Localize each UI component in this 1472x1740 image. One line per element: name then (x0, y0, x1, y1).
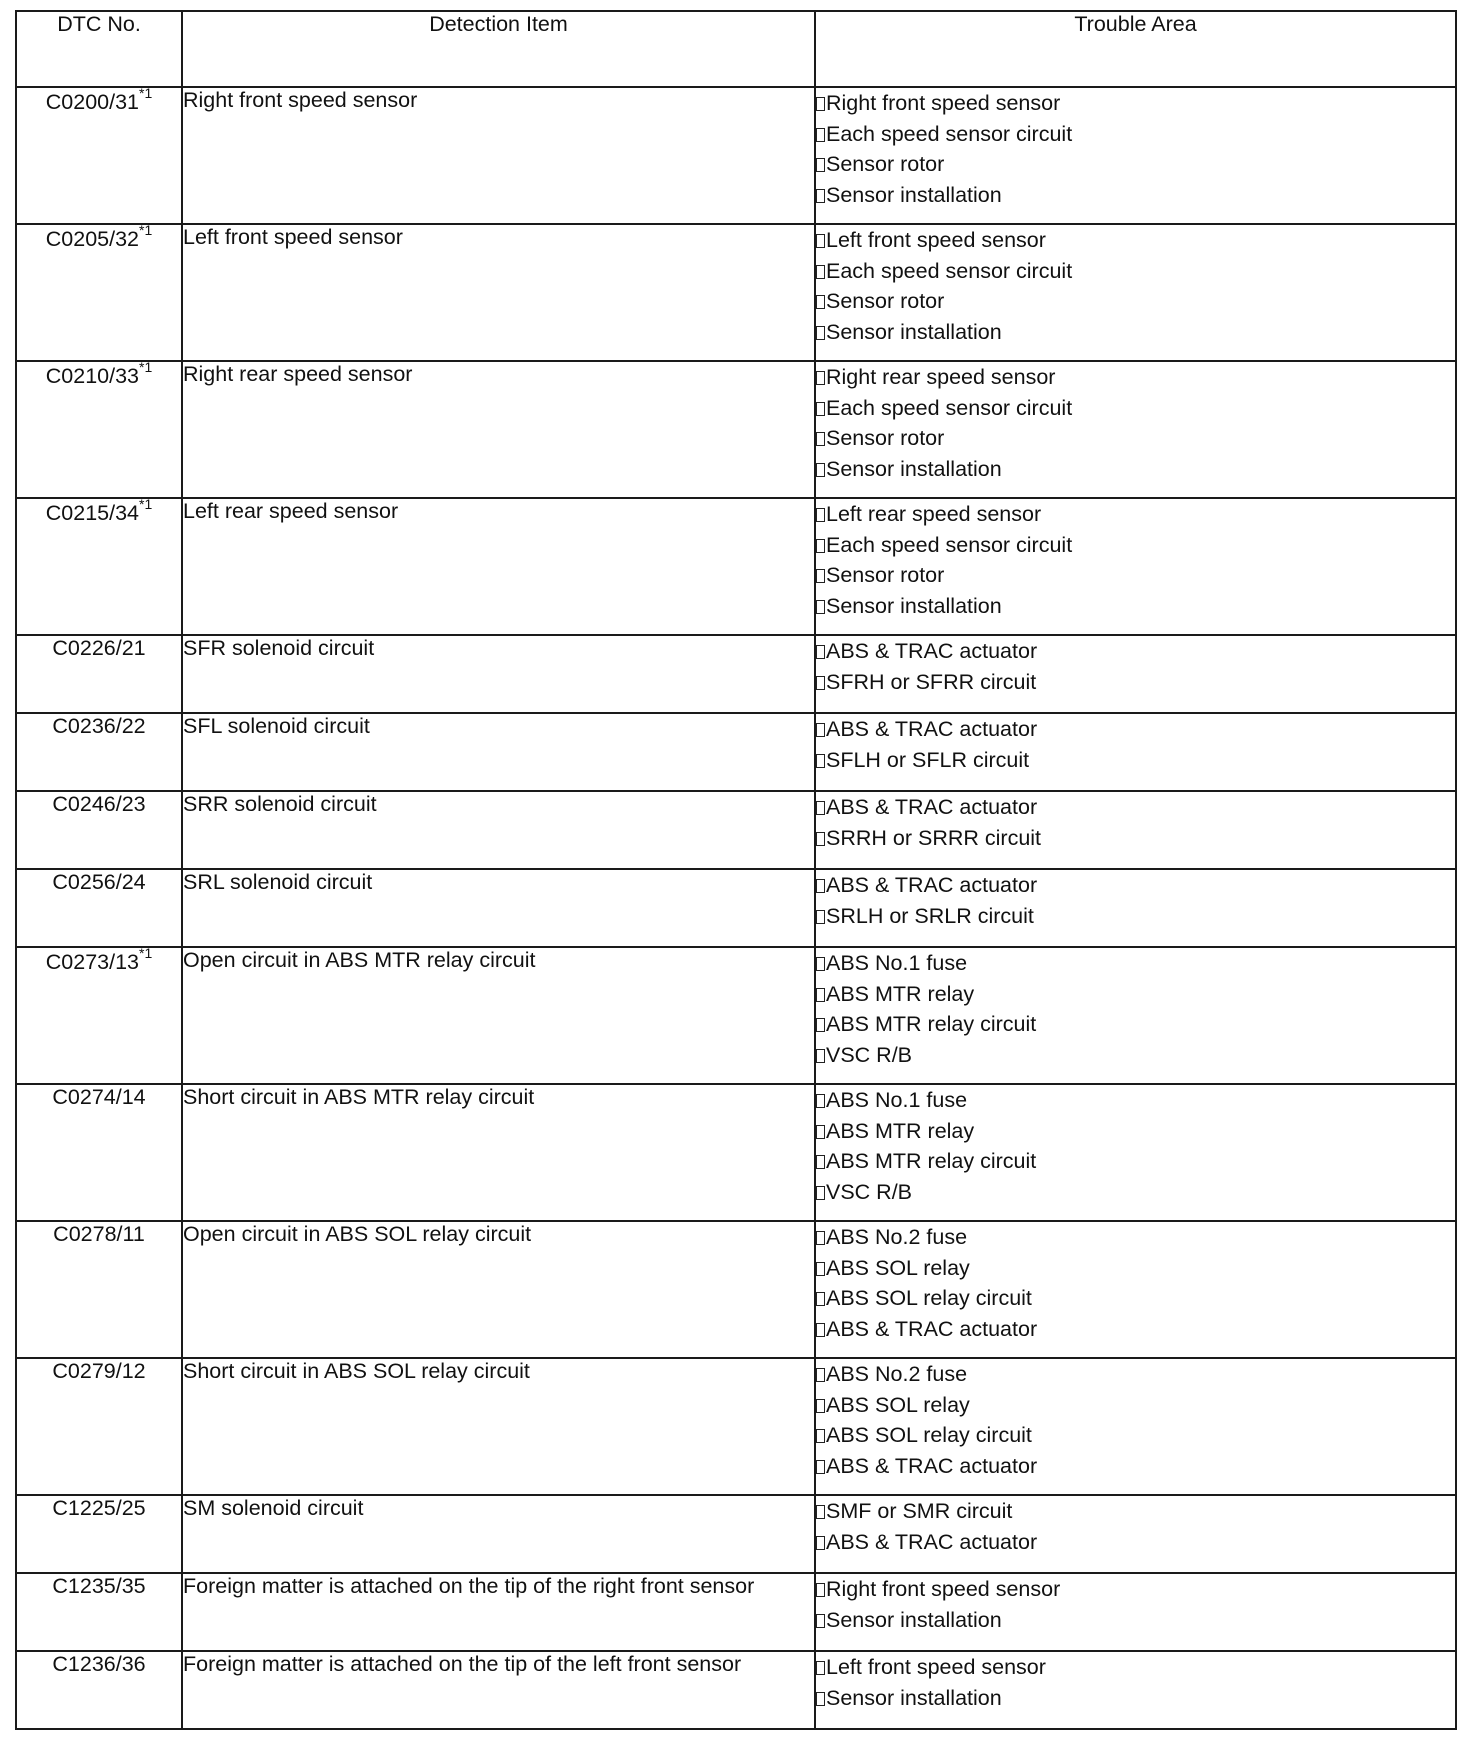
trouble-area-item (816, 225, 1455, 256)
trouble-area-item (816, 1009, 1455, 1040)
trouble-area-item (816, 714, 1455, 745)
trouble-area-item (816, 1683, 1455, 1714)
checkbox-square-icon (816, 1231, 825, 1245)
trouble-area-text: ABS & TRAC actuator (826, 717, 1038, 741)
trouble-area-item (816, 901, 1455, 932)
detection-item-cell: SM solenoid circuit (182, 1495, 815, 1573)
table-row (16, 1651, 1456, 1729)
trouble-area-cell (815, 1573, 1456, 1651)
table-row (16, 713, 1456, 791)
trouble-area-text: ABS & TRAC actuator (826, 1529, 1038, 1554)
trouble-area-text: ABS & TRAC actuator (826, 1316, 1038, 1341)
dtc-code-cell (16, 1573, 182, 1651)
trouble-area-text: ABS MTR relay circuit (826, 1012, 1037, 1036)
table-body (16, 87, 1456, 1729)
detection-item-cell: Foreign matter is attached on the tip of the left front sensor (182, 1651, 815, 1729)
trouble-area-item (816, 499, 1455, 530)
trouble-area-item (816, 636, 1455, 667)
trouble-area-item (816, 1359, 1455, 1390)
detection-item-cell: Short circuit in ABS SOL relay circuit (182, 1358, 815, 1495)
dtc-code: C0200/31 (45, 90, 139, 115)
dtc-code: C0279/12 (52, 1359, 146, 1383)
table-row (16, 498, 1456, 635)
header-row (16, 11, 1456, 87)
detection-item-cell: Left rear speed sensor (182, 498, 815, 635)
trouble-area-text: ABS No.2 fuse (826, 1362, 968, 1386)
trouble-area-text: Right front speed sensor (826, 91, 1061, 115)
trouble-area-text: ABS SOL relay circuit (826, 1423, 1032, 1447)
checkbox-square-icon (816, 832, 825, 846)
detection-item-cell: SRL solenoid circuit (182, 869, 815, 947)
trouble-area-text: Sensor rotor (826, 289, 945, 313)
dtc-code: C0210/33 (45, 364, 139, 389)
trouble-area-text: ABS SOL relay (826, 1392, 970, 1417)
trouble-area-item (816, 1451, 1455, 1482)
dtc-code-cell (16, 947, 182, 1084)
trouble-area-text: Left front speed sensor (826, 1655, 1046, 1679)
trouble-area-item (816, 1116, 1455, 1147)
checkbox-square-icon (816, 432, 825, 446)
trouble-area-item (816, 88, 1455, 119)
table-row (16, 1358, 1456, 1495)
trouble-area-text: Sensor rotor (826, 152, 945, 176)
checkbox-square-icon (816, 1323, 825, 1337)
dtc-code: C0226/21 (52, 636, 146, 660)
trouble-area-item (816, 745, 1455, 776)
table-row (16, 635, 1456, 713)
detection-item-cell: Right front speed sensor (182, 87, 815, 224)
trouble-area-text: ABS No.2 fuse (826, 1225, 968, 1249)
trouble-area-item (816, 948, 1455, 979)
checkbox-square-icon (816, 676, 825, 690)
trouble-area-text: Sensor installation (826, 1685, 1002, 1710)
trouble-area-item (816, 1085, 1455, 1116)
dtc-code-cell (16, 1358, 182, 1495)
checkbox-square-icon (816, 1460, 825, 1474)
checkbox-square-icon (816, 1505, 825, 1519)
checkbox-square-icon (816, 1536, 825, 1550)
checkbox-square-icon (816, 754, 825, 768)
checkbox-square-icon (816, 1614, 825, 1628)
checkbox-square-icon (816, 645, 825, 659)
trouble-area-item (816, 119, 1455, 150)
trouble-area-text: ABS MTR relay (826, 1118, 975, 1143)
checkbox-square-icon (816, 1692, 825, 1706)
trouble-area-item (816, 1496, 1455, 1527)
dtc-code-cell (16, 1651, 182, 1729)
trouble-area-text: Sensor rotor (826, 426, 945, 450)
dtc-code-cell (16, 1084, 182, 1221)
trouble-area-item (816, 1222, 1455, 1253)
trouble-area-item (816, 667, 1455, 698)
trouble-area-item (816, 979, 1455, 1010)
trouble-area-cell (815, 361, 1456, 498)
trouble-area-text: ABS & TRAC actuator (826, 795, 1038, 819)
trouble-area-cell (815, 1084, 1456, 1221)
detection-item-cell: SFL solenoid circuit (182, 713, 815, 791)
trouble-area-text: SRRH or SRRR circuit (826, 825, 1042, 850)
checkbox-square-icon (816, 1018, 825, 1032)
trouble-area-item (816, 393, 1455, 424)
checkbox-square-icon (816, 1186, 825, 1200)
trouble-area-item (816, 454, 1455, 485)
trouble-area-cell (815, 87, 1456, 224)
trouble-area-text: ABS No.1 fuse (826, 951, 968, 975)
trouble-area-item (816, 149, 1455, 180)
trouble-area-item (816, 1390, 1455, 1421)
checkbox-square-icon (816, 265, 825, 279)
checkbox-square-icon (816, 1094, 825, 1108)
trouble-area-text: SFLH or SFLR circuit (826, 747, 1030, 772)
trouble-area-text: Each speed sensor circuit (826, 258, 1073, 283)
trouble-area-item (816, 1574, 1455, 1605)
checkbox-square-icon (816, 1661, 825, 1675)
trouble-area-item (816, 1146, 1455, 1177)
trouble-area-text: ABS & TRAC actuator (826, 873, 1038, 897)
trouble-area-text: SMF or SMR circuit (826, 1499, 1013, 1523)
table-row (16, 791, 1456, 869)
checkbox-square-icon (816, 1049, 825, 1063)
trouble-area-text: Each speed sensor circuit (826, 532, 1073, 557)
table-row (16, 224, 1456, 361)
trouble-area-item (816, 1652, 1455, 1683)
trouble-area-text: ABS & TRAC actuator (826, 1453, 1038, 1478)
detection-item-cell: Left front speed sensor (182, 224, 815, 361)
dtc-table (15, 10, 1457, 1730)
dtc-code-cell (16, 87, 182, 224)
trouble-area-text: Left rear speed sensor (826, 502, 1042, 526)
checkbox-square-icon (816, 879, 825, 893)
trouble-area-text: SFRH or SFRR circuit (826, 669, 1037, 694)
checkbox-square-icon (816, 326, 825, 340)
trouble-area-cell (815, 1221, 1456, 1358)
dtc-code-cell (16, 1495, 182, 1573)
dtc-code-cell (16, 498, 182, 635)
checkbox-square-icon (816, 463, 825, 477)
trouble-area-item (816, 256, 1455, 287)
checkbox-square-icon (816, 1583, 825, 1597)
trouble-area-text: Each speed sensor circuit (826, 121, 1073, 146)
dtc-code-cell (16, 1221, 182, 1358)
detection-item-cell: SRR solenoid circuit (182, 791, 815, 869)
trouble-area-item (816, 530, 1455, 561)
checkbox-square-icon (816, 295, 825, 309)
trouble-area-text: ABS SOL relay (826, 1255, 970, 1280)
table-row (16, 361, 1456, 498)
checkbox-square-icon (816, 371, 825, 385)
trouble-area-cell (815, 869, 1456, 947)
trouble-area-item (816, 362, 1455, 393)
trouble-area-text: VSC R/B (826, 1179, 913, 1204)
checkbox-square-icon (816, 97, 825, 111)
trouble-area-text: ABS No.1 fuse (826, 1088, 968, 1112)
trouble-area-item (816, 423, 1455, 454)
trouble-area-cell (815, 1651, 1456, 1729)
dtc-code-cell (16, 791, 182, 869)
trouble-area-text: Sensor installation (826, 456, 1002, 481)
dtc-code: C1235/35 (52, 1574, 146, 1598)
trouble-area-cell (815, 1358, 1456, 1495)
dtc-code: C0215/34 (45, 501, 139, 526)
trouble-area-item (816, 317, 1455, 348)
checkbox-square-icon (816, 910, 825, 924)
checkbox-square-icon (816, 539, 825, 553)
dtc-code-cell (16, 224, 182, 361)
checkbox-square-icon (816, 1292, 825, 1306)
dtc-code: C1236/36 (52, 1652, 146, 1676)
dtc-code-cell (16, 869, 182, 947)
table-row (16, 1221, 1456, 1358)
trouble-area-text: Left front speed sensor (826, 228, 1046, 252)
checkbox-square-icon (816, 1262, 825, 1276)
dtc-footnote-marker: *1 (139, 359, 153, 375)
checkbox-square-icon (816, 600, 825, 614)
trouble-area-text: Sensor installation (826, 593, 1002, 618)
trouble-area-item (816, 1040, 1455, 1071)
trouble-area-cell (815, 791, 1456, 869)
header-dtc-no: DTC No. (16, 11, 182, 87)
dtc-code: C1225/25 (52, 1496, 146, 1520)
trouble-area-text: ABS SOL relay circuit (826, 1286, 1032, 1310)
trouble-area-cell (815, 498, 1456, 635)
checkbox-square-icon (816, 1125, 825, 1139)
dtc-code: C0273/13 (45, 950, 139, 975)
dtc-footnote-marker: *1 (139, 85, 153, 101)
trouble-area-item (816, 560, 1455, 591)
checkbox-square-icon (816, 189, 825, 203)
dtc-footnote-marker: *1 (139, 496, 153, 512)
detection-item-cell: Open circuit in ABS SOL relay circuit (182, 1221, 815, 1358)
trouble-area-text: ABS MTR relay circuit (826, 1149, 1037, 1173)
checkbox-square-icon (816, 723, 825, 737)
trouble-area-item (816, 591, 1455, 622)
checkbox-square-icon (816, 569, 825, 583)
trouble-area-item (816, 180, 1455, 211)
trouble-area-text: Each speed sensor circuit (826, 395, 1073, 420)
trouble-area-item (816, 1314, 1455, 1345)
dtc-footnote-marker: *1 (139, 945, 153, 961)
checkbox-square-icon (816, 1399, 825, 1413)
table-row (16, 1495, 1456, 1573)
trouble-area-item (816, 1177, 1455, 1208)
trouble-area-cell (815, 1495, 1456, 1573)
trouble-area-item (816, 792, 1455, 823)
dtc-code: C0236/22 (52, 714, 146, 738)
checkbox-square-icon (816, 1429, 825, 1443)
trouble-area-item (816, 1283, 1455, 1314)
trouble-area-cell (815, 713, 1456, 791)
table-row (16, 1084, 1456, 1221)
dtc-code: C0256/24 (52, 870, 146, 894)
checkbox-square-icon (816, 508, 825, 522)
checkbox-square-icon (816, 402, 825, 416)
trouble-area-item (816, 1605, 1455, 1636)
table-header (16, 11, 1456, 87)
trouble-area-text: VSC R/B (826, 1042, 913, 1067)
dtc-code-cell (16, 361, 182, 498)
detection-item-cell: SFR solenoid circuit (182, 635, 815, 713)
trouble-area-text: Sensor rotor (826, 563, 945, 587)
checkbox-square-icon (816, 1368, 825, 1382)
trouble-area-cell (815, 635, 1456, 713)
dtc-code: C0278/11 (53, 1222, 145, 1246)
trouble-area-item (816, 1253, 1455, 1284)
trouble-area-item (816, 1527, 1455, 1558)
trouble-area-text: SRLH or SRLR circuit (826, 903, 1034, 928)
detection-item-cell: Short circuit in ABS MTR relay circuit (182, 1084, 815, 1221)
table-row (16, 1573, 1456, 1651)
trouble-area-item (816, 870, 1455, 901)
trouble-area-item (816, 823, 1455, 854)
dtc-code-cell (16, 635, 182, 713)
table-row (16, 87, 1456, 224)
detection-item-cell: Foreign matter is attached on the tip of the right front sensor (182, 1573, 815, 1651)
trouble-area-text: Right front speed sensor (826, 1577, 1061, 1601)
dtc-code: C0246/23 (52, 792, 146, 816)
trouble-area-text: Right rear speed sensor (826, 365, 1056, 389)
checkbox-square-icon (816, 158, 825, 172)
trouble-area-text: Sensor installation (826, 1607, 1002, 1632)
checkbox-square-icon (816, 957, 825, 971)
header-detection-item: Detection Item (182, 11, 815, 87)
trouble-area-cell (815, 947, 1456, 1084)
detection-item-cell: Open circuit in ABS MTR relay circuit (182, 947, 815, 1084)
trouble-area-item (816, 286, 1455, 317)
trouble-area-cell (815, 224, 1456, 361)
trouble-area-text: Sensor installation (826, 182, 1002, 207)
dtc-footnote-marker: *1 (139, 222, 153, 238)
dtc-code: C0205/32 (45, 227, 139, 252)
header-trouble-area: Trouble Area (815, 11, 1456, 87)
checkbox-square-icon (816, 128, 825, 142)
trouble-area-text: ABS MTR relay (826, 981, 975, 1006)
dtc-code: C0274/14 (52, 1085, 146, 1109)
detection-item-cell: Right rear speed sensor (182, 361, 815, 498)
table-row (16, 947, 1456, 1084)
trouble-area-text: ABS & TRAC actuator (826, 639, 1038, 663)
table-row (16, 869, 1456, 947)
trouble-area-item (816, 1420, 1455, 1451)
checkbox-square-icon (816, 988, 825, 1002)
trouble-area-text: Sensor installation (826, 319, 1002, 344)
checkbox-square-icon (816, 801, 825, 815)
checkbox-square-icon (816, 1155, 825, 1169)
checkbox-square-icon (816, 234, 825, 248)
dtc-code-cell (16, 713, 182, 791)
